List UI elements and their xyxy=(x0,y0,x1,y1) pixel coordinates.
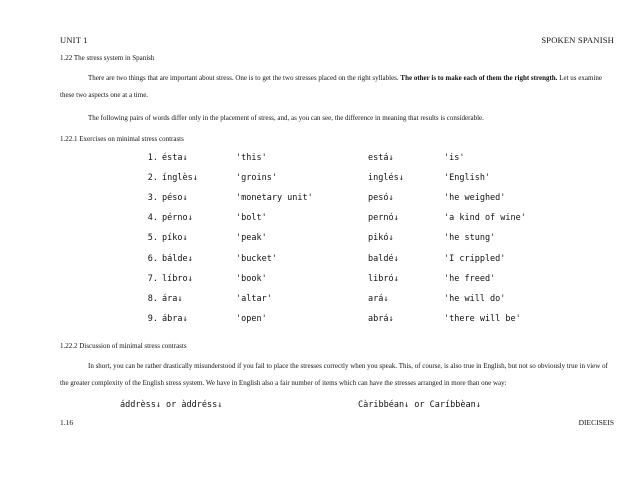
intro-text-bold: The other is to make each of them the right strength. xyxy=(400,74,558,82)
unit-header: UNIT 1 xyxy=(60,35,88,45)
gloss-second: 'there will be' xyxy=(444,314,521,324)
gloss-first: 'altar' xyxy=(236,294,272,304)
row-number: 7. xyxy=(147,274,158,284)
section-heading-1-22-1: 1.22.1 Exercises on minimal stress contrasts xyxy=(60,135,184,143)
gloss-second: 'I crippled' xyxy=(444,254,506,264)
word-second-stress: abrá↓ xyxy=(368,314,394,324)
page-number-spelled: DIECISEIS xyxy=(578,418,614,427)
word-first-stress: líbro↓ xyxy=(162,274,193,284)
word-first-stress: ábra↓ xyxy=(162,314,188,324)
word-first-stress: ára↓ xyxy=(162,294,183,304)
word-second-stress: pesó↓ xyxy=(368,193,394,203)
word-second-stress: baldé↓ xyxy=(368,254,399,264)
gloss-first: 'open' xyxy=(236,314,267,324)
word-first-stress: bálde↓ xyxy=(162,254,193,264)
gloss-second: 'he freed' xyxy=(444,274,496,284)
book-title-header: SPOKEN SPANISH xyxy=(541,35,614,45)
page-number: 1.16 xyxy=(60,418,74,427)
section-heading-1-22-2: 1.22.2 Discussion of minimal stress contrasts xyxy=(60,342,187,350)
word-first-stress: ésta↓ xyxy=(162,153,188,163)
intro-text-end: Let us examine these two aspects one at a time. xyxy=(60,74,602,99)
row-number: 4. xyxy=(147,213,158,223)
gloss-second: 'is' xyxy=(444,153,465,163)
discussion-text: In short, you can be rather drastically misunderstood if you fail to place the stresses correctly when you speak. This, of course, is also true in English, but not so obviously true in view of the greater complexity of the English stress system. We have in English also a fair number of items which can have the stresses arranged in more than one way: xyxy=(60,362,608,387)
section-heading-1-22: 1.22 The stress system in Spanish xyxy=(60,54,155,62)
example-address: áddrèss↓ or àddréss↓ xyxy=(120,400,223,410)
gloss-first: 'book' xyxy=(236,274,267,284)
word-second-stress: ará↓ xyxy=(368,294,389,304)
gloss-first: 'bucket' xyxy=(236,254,277,264)
row-number: 5. xyxy=(147,233,158,243)
row-number: 1. xyxy=(147,153,158,163)
discussion-paragraph xyxy=(60,358,615,392)
intro-text-plain: There are two things that are important about stress. One is to get the two stresses placed on the right syllables. xyxy=(88,74,399,82)
row-number: 2. xyxy=(147,173,158,183)
word-second-stress: inglés↓ xyxy=(368,173,404,183)
row-number: 8. xyxy=(147,294,158,304)
word-first-stress: ínglès↓ xyxy=(162,173,198,183)
intro-paragraph xyxy=(60,70,615,104)
gloss-second: 'he weighed' xyxy=(444,193,506,203)
gloss-first: 'monetary unit' xyxy=(236,193,313,203)
gloss-first: 'groins' xyxy=(236,173,277,183)
gloss-second: 'a kind of wine' xyxy=(444,213,526,223)
gloss-second: 'he will do' xyxy=(444,294,506,304)
word-second-stress: está↓ xyxy=(368,153,394,163)
gloss-first: 'this' xyxy=(236,153,267,163)
word-first-stress: píko↓ xyxy=(162,233,188,243)
word-second-stress: pernó↓ xyxy=(368,213,399,223)
pairs-text: The following pairs of words differ only in the placement of stress, and, as you can see, the difference in meaning that results is considerable. xyxy=(88,114,484,122)
gloss-second: 'English' xyxy=(444,173,491,183)
word-first-stress: péso↓ xyxy=(162,193,188,203)
row-number: 9. xyxy=(147,314,158,324)
row-number: 6. xyxy=(147,254,158,264)
pairs-paragraph xyxy=(60,110,615,127)
word-second-stress: libró↓ xyxy=(368,274,399,284)
gloss-first: 'bolt' xyxy=(236,213,267,223)
gloss-first: 'peak' xyxy=(236,233,267,243)
word-first-stress: pérno↓ xyxy=(162,213,193,223)
row-number: 3. xyxy=(147,193,158,203)
gloss-second: 'he stung' xyxy=(444,233,496,243)
example-caribbean: Càribbéan↓ or Caríbbèan↓ xyxy=(358,400,481,410)
word-second-stress: pikó↓ xyxy=(368,233,394,243)
